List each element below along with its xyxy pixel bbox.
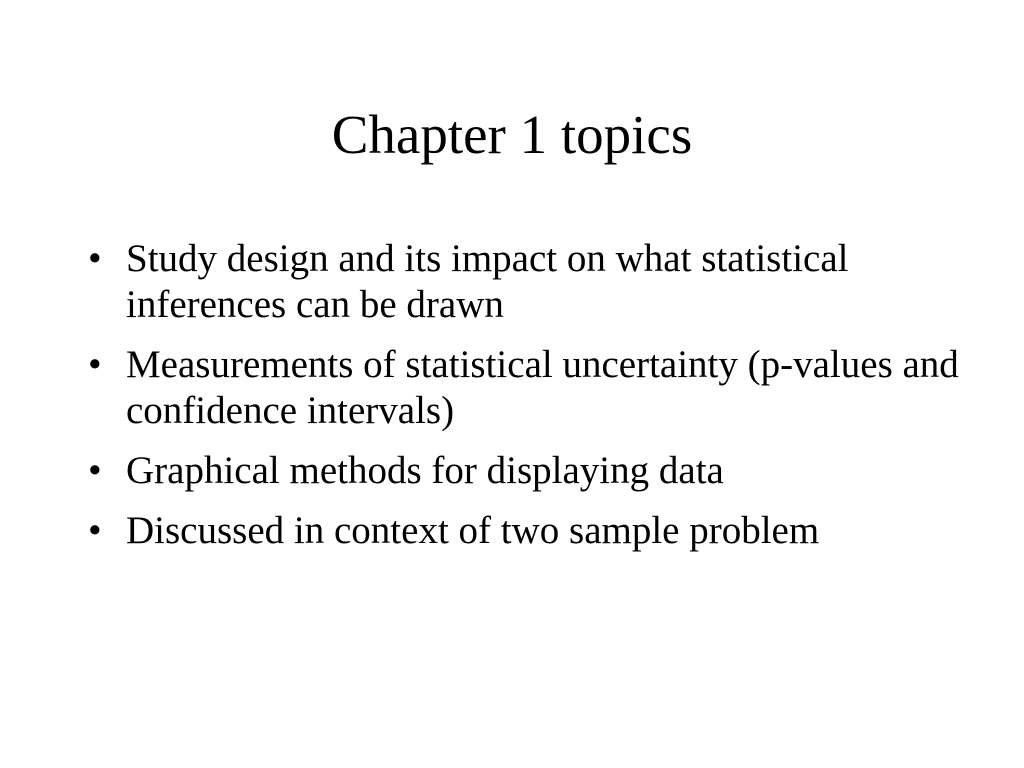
bullet-item-measurements <box>0 342 1024 434</box>
bullet-icon: • <box>88 449 102 492</box>
bullet-item-two-sample <box>0 508 1024 554</box>
slide-title: Chapter 1 topics <box>331 104 693 165</box>
bullet-text: Study design and its impact on what statistical inferences can be drawn <box>126 237 849 326</box>
bullet-text: Discussed in context of two sample problem <box>126 509 820 552</box>
bullet-text: Measurements of statistical uncertainty (p-values and confidence intervals) <box>126 343 959 432</box>
bullet-icon: • <box>88 509 102 552</box>
bullet-icon: • <box>88 343 102 386</box>
bullet-text: Graphical methods for displaying data <box>126 449 724 492</box>
bullet-icon: • <box>88 237 102 280</box>
bullet-item-study-design <box>0 236 1024 328</box>
bullet-item-graphical-methods <box>0 448 1024 494</box>
bullet-list <box>0 236 1024 568</box>
